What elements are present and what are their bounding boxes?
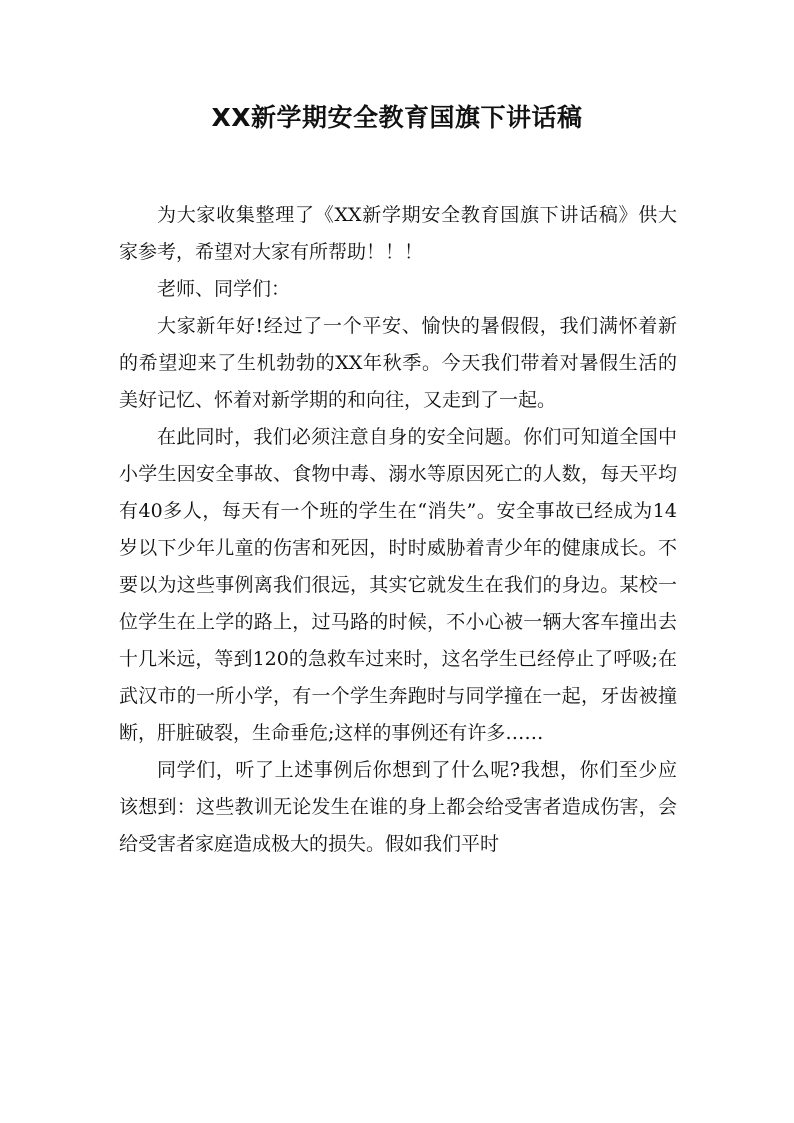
paragraph-greeting: 大家新年好!经过了一个平安、愉快的暑假假，我们满怀着新的希望迎来了生机勃勃的XX年秋季。今天我们带着对暑假生活的美好记忆、怀着对新学期的和向往，又走到了一起。: [119, 315, 677, 411]
document-title: XX新学期安全教育国旗下讲话稿: [211, 103, 583, 132]
document-body: [119, 197, 677, 863]
paragraph-reflection: 同学们，听了上述事例后你想到了什么呢?我想，你们至少应该想到：这些教训无论发生在谁的身上都会给受害者造成伤害，会给受害者家庭造成极大的损失。假如我们平时: [119, 759, 677, 855]
paragraph-safety-issues: 在此同时，我们必须注意自身的安全问题。你们可知道全国中小学生因安全事故、食物中毒、溺水等原因死亡的人数，每天平均有40多人，每天有一个班的学生在“消失”。安全事故已经成为14岁以下少年儿童的伤害和死因，时时威胁着青少年的健康成长。不要以为这些事例离我们很远，其实它就发生在我们的身边。某校一位学生在上学的路上，过马路的时候，不小心被一辆大客车撞出去十几米远，等到120的急救车过来时，这名学生已经停止了呼吸;在武汉市的一所小学，有一个学生奔跑时与同学撞在一起，牙齿被撞断，肝脏破裂，生命垂危;这样的事例还有许多……: [119, 426, 677, 744]
paragraph-intro: 为大家收集整理了《XX新学期安全教育国旗下讲话稿》供大家参考，希望对大家有所帮助！！！: [119, 204, 677, 263]
paragraph-salutation: 老师、同学们：: [157, 278, 291, 300]
